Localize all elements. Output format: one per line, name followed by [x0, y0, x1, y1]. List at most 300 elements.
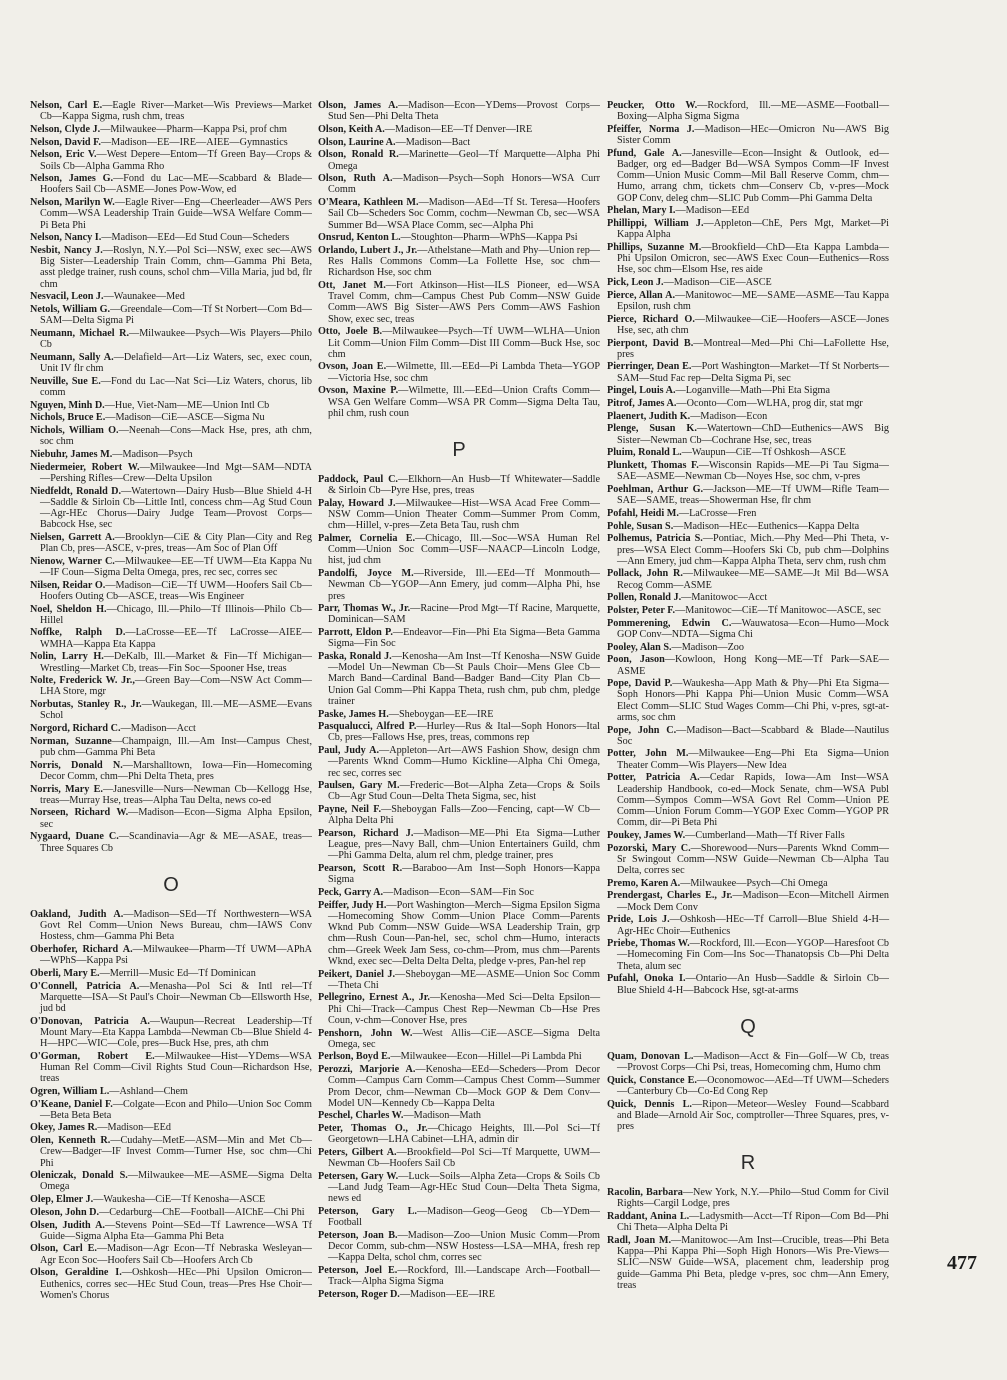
student-name: Pasqualucci, Alfred P. [318, 721, 417, 733]
student-name: Neuville, Sue E. [30, 375, 101, 387]
student-details: —Cedar Rapids, Iowa—Am Inst—WSA Leadership Handbook, co-ed—Mock Senate, chm—WSA Publ Comm—Sympos Comm—WSA Govt Rel Comm—Union PE Comm—Union Forum Comm—YGOP Exec Comm—YGOP PR Comm, dir—Pi Beta Phi [617, 772, 889, 829]
student-name: O'Donovan, Patricia A. [30, 1015, 150, 1027]
student-entry [607, 1187, 889, 1209]
student-details: —Milwaukee—Ind Mgt—SAM—NDTA—Pershing Rifles—Crew—Delta Upsilon [40, 461, 313, 484]
student-name: Nelson, David F. [30, 136, 101, 148]
student-name: Premo, Karen A. [607, 877, 681, 889]
student-name: Neumann, Michael R. [30, 327, 130, 339]
student-name: Nelson, James G. [30, 173, 114, 185]
student-name: Plaenert, Judith K. [607, 410, 691, 422]
student-details: —Kenosha—Med Sci—Delta Epsilon—Phi Chi—Track—Campus Chest Rep—Newman Cb—Hse Pres Coun, v-chm—Conover Hse, pres [328, 992, 601, 1026]
student-details: —Cedarburg—ChE—Football—AIChE—Chi Phi [99, 1206, 305, 1218]
student-name: Noel, Sheldon H. [30, 603, 107, 615]
student-entry [30, 425, 312, 447]
student-name: Pierce, Allan A. [607, 289, 676, 301]
student-details: —Brookfield—ChD—Eta Kappa Lambda—Phi Upsilon Omicron, sec—AWS Exec Coun—Euthenics—Ross Hse, soc chm—Elsom Hse, res aide [617, 241, 889, 276]
student-name: Pope, David P. [607, 678, 673, 690]
student-name: Ovson, Maxine P. [318, 385, 399, 397]
student-name: Petersen, Gary W. [318, 1170, 399, 1182]
student-name: Nichols, Bruce E. [30, 412, 106, 424]
student-details: —Eagle River—Market—Wis Previews—Market Cb—Kappa Sigma, rush chm, treas [40, 100, 313, 123]
student-details: —Stoughton—Pharm—WPhS—Kappa Psi [400, 232, 578, 244]
student-details: —Ladysmith—Acct—Tf Ripon—Com Bd—Phi Chi Theta—Alpha Delta Pi [617, 1211, 889, 1234]
student-name: Peschel, Charles W. [318, 1110, 404, 1122]
student-details: —Madison—Econ—SAM—Fin Soc [383, 887, 534, 899]
student-name: Nesbit, Nancy J. [30, 244, 103, 256]
student-details: —Sheboygan—ME—ASME—Union Soc Comm—Theta Chi [328, 968, 600, 991]
student-name: Pierpont, David B. [607, 337, 694, 349]
student-entry [318, 1051, 600, 1062]
student-name: Nelson, Marilyn W. [30, 197, 115, 209]
student-details: —Madison—EE—IRE [399, 1289, 495, 1300]
student-details: —Waukesha—CiE—Tf Kenosha—ASCE [93, 1194, 266, 1206]
student-details: —Frederic—Bot—Alpha Zeta—Crops & Soils Cb—Agr Stud Coun—Delta Theta Sigma, sec, hist [328, 780, 600, 803]
student-details: —Elkhorn—An Husb—Tf Whitewater—Saddle & Sirloin Cb—Pyre Hse, pres, treas [328, 473, 600, 497]
student-details: —Watertown—ChD—Euthenics—AWS Big Sister—Newman Cb—Cochrane Hse, sec, treas [617, 423, 889, 446]
student-details: —Waunakee—Med [103, 291, 185, 303]
student-details: —Madison—AEd—Tf St. Teresa—Hoofers Sail Cb—Scheders Soc Comm, cochm—Newman Cb, sec—WSA Summer Bd—WSA Place Comm, sec—Alpha Phi [328, 197, 600, 231]
student-details: —Merrill—Music Ed—Tf Dominican [99, 967, 256, 979]
student-name: Ovson, Joan E. [318, 361, 387, 373]
student-name: Pingel, Louis A. [607, 385, 676, 397]
student-entry [30, 376, 312, 398]
student-details: —Madison—SEd—Tf Northwestern—WSA Govt Rel Comm—Union News Bureau, chm—IAWS Conv Hostess, chm—Gamma Phi Beta [40, 908, 312, 943]
student-name: Peikert, Daniel J. [318, 968, 396, 980]
student-details: —Milwaukee—Hist—WSA Acad Free Comm—NSW Comm—Union Theater Comm—Summer Prom Comm, chm—Hillel, v-pres—Zeta Beta Tau, rush chm [328, 497, 600, 532]
student-name: Norris, Mary E. [30, 783, 103, 795]
student-details: —Cumberland—Math—Tf River Falls [685, 829, 845, 841]
student-details: —Janesville—Econ—Insight & Outlook, ed—Badger, org ed—Badger Bd—WSA Sympos Comm—IF Invest Comm—Union Music Comm—Mil Ball Reserve Comm, chm—Humo, arrang chm, tickets chm—Conserv Cb, v-pres—Mock GOP Conv, deleg chm—SLIC Pub Comm—Phi Gamma Delta [617, 147, 889, 204]
student-name: Nelson, Carl E. [30, 100, 103, 111]
student-entry [30, 1051, 312, 1085]
student-name: Onsrud, Kenton L. [318, 232, 401, 244]
student-entry [30, 412, 312, 423]
student-details: —Madison—CiE—ASCE—Sigma Nu [105, 412, 265, 424]
student-name: Peiffer, Judy H. [318, 899, 387, 911]
student-details: —Sheboygan Falls—Zoo—Fencing, capt—W Cb—Alpha Delta Phi [328, 804, 600, 827]
student-entry [607, 205, 889, 216]
student-details: —Madison—Bact [395, 136, 471, 148]
student-name: Pofahl, Heidi M. [607, 507, 679, 519]
student-entry [318, 828, 600, 862]
student-name: Norgord, Richard C. [30, 723, 121, 735]
student-details: —Luck—Soils—Alpha Zeta—Crops & Soils Cb—Land Judg Team—Agr-HEc Stud Coun—Delta Theta Sigma, news ed [328, 1170, 600, 1205]
student-details: —Oconto—Com—WLHA, prog dir, stat mgr [676, 398, 863, 410]
student-details: —Riverside, Ill.—EEd—Tf Monmouth—Newman Cb—YGOP—Ann Emery, jud comm—Alpha Phi, hse pres [328, 568, 600, 602]
student-name: Palay, Howard J. [318, 497, 396, 509]
student-details: —Watertown—Dairy Husb—Blue Shield 4-H—Saddle & Sirloin Cb—Little Intl, concess chm—Ag Stud Coun—Agr-HEc Chorus—Dairy Judge Team—Provost Corps—Babcock Hse, sec [40, 485, 313, 531]
student-details: —Madison—EEd—Ed Stud Coun—Scheders [101, 232, 290, 244]
student-name: Pearson, Richard J. [318, 828, 414, 840]
student-details: —Port Washington—Market—Tf St Norberts—SAM—Stud Fac rep—Delta Sigma Pi, sec [617, 361, 890, 384]
student-entry [30, 1207, 312, 1218]
column-1 [30, 100, 312, 1303]
student-entry [30, 173, 312, 195]
student-details: —Rockford, Ill.—Landscape Arch—Football—Track—Alpha Sigma Sigma [328, 1265, 600, 1288]
student-name: Pitrof, James A. [607, 398, 677, 410]
student-name: Okey, James R. [30, 1122, 98, 1134]
student-entry [318, 603, 600, 625]
student-name: Norseen, Richard W. [30, 807, 129, 819]
student-name: Paddock, Paul C. [318, 473, 398, 485]
student-details: —Neenah—Cons—Mack Hse, pres, ath chm, soc chm [40, 424, 312, 448]
student-name: Pollack, John R. [607, 568, 683, 580]
student-entry [607, 385, 889, 396]
student-entry [318, 1171, 600, 1205]
student-entry [318, 197, 600, 231]
student-name: Pfeiffer, Norma J. [607, 123, 695, 135]
student-entry [318, 1230, 600, 1264]
student-details: —Shorewood—Nurs—Parents Wknd Comm—Sr Swingout Comm—NSW Guide—Newman Cb—Alpha Tau Delta, corres sec [617, 842, 889, 876]
student-entry [30, 352, 312, 374]
student-entry [318, 1028, 600, 1050]
student-details: —Milwaukee—EE—Tf UWM—Eta Kappa Nu—IF Coun—Sigma Delta Omega, pres, rec sec, corres sec [40, 555, 312, 578]
student-name: Peterson, Joan B. [318, 1229, 398, 1241]
student-details: —Marshalltown, Iowa—Fin—Homecoming Decor Comm, chm—Phi Delta Theta, pres [40, 759, 313, 782]
student-details: —Eagle River—Eng—Cheerleader—AWS Pers Comm—WSA Leadership Train Guide—WSA Welfare Comm—Pi Beta Phi [40, 197, 312, 231]
student-entry [607, 398, 889, 409]
student-name: Olson, Carl E. [30, 1243, 97, 1255]
student-name: Racolin, Barbara [607, 1187, 683, 1199]
student-name: Pride, Lois J. [607, 914, 670, 926]
student-name: Phelan, Mary I. [607, 205, 676, 217]
student-details: —Madison—EEd [675, 205, 750, 217]
student-details: —Madison—Bact—Scabbard & Blade—Nautilus Soc [617, 724, 889, 747]
student-details: —Madison—CiE—Tf UWM—Hoofers Sail Cb—Hoofers Outing Cb—ASCE, treas—Wis Engineer [40, 579, 312, 602]
student-details: —Menasha—Pol Sci & Intl rel—Tf Marquette—ISA—St Paul's Choir—Newman Cb—Ellsworth Hse, jud bd [40, 980, 312, 1014]
student-entry [607, 1075, 889, 1097]
student-entry [318, 651, 600, 707]
student-entry [30, 909, 312, 943]
student-details: —Waupun—Recreat Leadership—Tf Mount Mary—Eta Kappa Lambda—Newman Cb—Blue Shield 4-H—HPC—WIC—Cole, pres—Buck Hse, pres, ath chm [40, 1015, 312, 1050]
student-entry [318, 245, 600, 279]
student-entry [30, 760, 312, 782]
student-details: —Rockford, Ill.—Econ—YGOP—Haresfoot Cb—Homecoming Fin Com—Ins Soc—Thanatopsis Cb—Phi Delta Theta, alum sec [617, 938, 889, 972]
section-letter: O [163, 873, 179, 896]
student-name: Phillippi, William J. [607, 218, 704, 230]
student-entry [30, 124, 312, 135]
student-entry [607, 748, 889, 770]
student-details: —Fond du Lac—Nat Sci—Liz Waters, chorus, lib comm [40, 375, 312, 398]
student-entry [30, 627, 312, 649]
student-details: —Wisconsin Rapids—ME—Pi Tau Sigma—SAE—ASME—Newman Cb—Noyes Hse, soc chm, v-pres [617, 460, 889, 483]
student-entry [318, 498, 600, 532]
student-details: —Milwaukee—ME—ASME—Sigma Delta Omega [40, 1170, 313, 1193]
student-details: —Madison—CiE—ASCE [663, 277, 772, 289]
student-details: —Milwaukee—Pharm—Kappa Psi, prof chm [100, 123, 287, 135]
student-entry [318, 1123, 600, 1145]
student-name: Ott, Janet M. [318, 280, 386, 292]
student-entry [318, 1289, 600, 1300]
student-name: Netols, William G. [30, 303, 111, 315]
student-details: —Marinette—Geol—Tf Marquette—Alpha Phi Omega [328, 149, 601, 172]
student-entry [30, 400, 312, 411]
student-details: —Madison—Psych [112, 448, 193, 460]
student-name: Plenge, Susan K. [607, 423, 697, 435]
student-name: Pohle, Susan S. [607, 520, 674, 532]
student-name: Pandolfi, Joyce M. [318, 568, 414, 580]
student-entry [30, 944, 312, 966]
student-entry [30, 304, 312, 326]
student-details: —Wilmette, Ill.—EEd—Pi Lambda Theta—YGOP—Victoria Hse, soc chm [328, 361, 600, 384]
student-details: —Madison—EEd [97, 1122, 171, 1134]
student-name: Norbutas, Stanley R., Jr. [30, 699, 142, 711]
student-name: Nelson, Nancy I. [30, 232, 102, 244]
student-details: —Madison—Acct [120, 723, 196, 735]
student-name: Nelson, Clyde J. [30, 123, 101, 135]
student-name: Peucker, Otto W. [607, 100, 698, 111]
student-name: Olson, Geraldine I. [30, 1267, 122, 1279]
student-entry [607, 1211, 889, 1233]
student-name: Oakland, Judith A. [30, 908, 124, 920]
student-name: Peck, Garry A. [318, 887, 384, 899]
student-entry [30, 486, 312, 531]
student-name: Olen, Kenneth R. [30, 1135, 111, 1147]
student-details: —Appleton—Art—AWS Fashion Show, design chm—Parents Wknd Comm—Humo Kickline—Alpha Chi Omega, rec sec, corres sec [328, 745, 600, 779]
student-details: —Montreal—Med—Phi Chi—LaFollette Hse, pres [617, 337, 889, 360]
student-details: —Madison—Geog—Geog Cb—YDem—Football [328, 1206, 600, 1229]
student-details: —Milwaukee—ME—SAME—Jt Mil Bd—WSA Recog Comm—ASME [617, 568, 889, 591]
student-details: —Milwaukee—Econ—Hillel—Pi Lambda Phi [390, 1051, 582, 1063]
student-details: —Waukegan, Ill.—ME—ASME—Evans Schol [40, 699, 312, 722]
student-entry [607, 148, 889, 204]
student-entry [318, 992, 600, 1026]
student-name: Olson, Ronald R. [318, 149, 399, 161]
student-entry [607, 1235, 889, 1291]
student-details: —Waukesha—App Math & Phy—Phi Eta Sigma—Soph Honors—Phi Kappa Phi—Union Music Comm—WSA Elect Comm—SLIC Stud Wages Comm—Chi Phi, v-pres, sgt-at-arms, soc chm [617, 678, 889, 723]
student-details: —Madison—Psych—Soph Honors—WSA Curr Comm [328, 173, 600, 196]
student-name: Pellegrino, Ernest A., Jr. [318, 992, 430, 1004]
student-entry [607, 361, 889, 383]
student-entry [607, 878, 889, 889]
student-name: Norris, Donald N. [30, 759, 123, 771]
student-details: —Milwaukee—Psych—Tf UWM—WLHA—Union Lit Comm—Union Film Comm—Dist III Comm—Buck Hse, soc chm [328, 326, 600, 360]
student-name: Pierringer, Dean E. [607, 361, 692, 373]
student-details: —Wauwatosa—Econ—Humo—Mock GOP Conv—NDTA—Sigma Chi [617, 617, 889, 640]
section-letter: R [740, 1152, 756, 1175]
student-entry [607, 277, 889, 288]
student-name: Oberhofer, Richard A. [30, 943, 133, 955]
student-entry [318, 474, 600, 496]
student-name: Nichols, William O. [30, 424, 119, 436]
student-details: —West Depere—Entom—Tf Green Bay—Crops & Soils Cb—Alpha Gamma Rho [40, 149, 312, 172]
student-details: —LaCrosse—EE—Tf LaCrosse—AIEE—WMHA—Kappa Eta Kappa [40, 627, 312, 650]
student-details: —Hurley—Rus & Ital—Soph Honors—Ital Cb, pres—Fallows Hse, pres, treas, commons rep [328, 721, 600, 744]
student-entry [607, 447, 889, 458]
student-entry [30, 1170, 312, 1192]
student-entry [607, 830, 889, 841]
student-entry [607, 973, 889, 995]
student-name: Payne, Neil F. [318, 804, 382, 816]
student-details: —Milwaukee—Pharm—Tf UWM—APhA—WPhS—Kappa Psi [40, 943, 313, 967]
student-entry [318, 887, 600, 898]
student-entry [318, 149, 600, 171]
student-details: —Fort Atkinson—Hist—ILS Pioneer, ed—WSA Travel Comm, chm—Campus Chest Pub Comm—NSW Guide Comm—AWS Big Sister—AWS Pers Comm—AWS Fashion Show, exec sec, treas [328, 280, 600, 325]
student-name: Nelson, Eric V. [30, 149, 97, 161]
student-details: —Delafield—Art—Liz Waters, sec, exec coun, Unit IV flr chm [40, 351, 312, 374]
column-3 [607, 100, 889, 1292]
student-details: —Manitowoc—Acct [681, 592, 768, 604]
student-entry [318, 533, 600, 567]
student-entry [318, 1147, 600, 1169]
student-name: O'Keane, Daniel F. [30, 1098, 113, 1110]
student-entry [30, 556, 312, 578]
student-name: Peterson, Joel E. [318, 1265, 398, 1277]
student-details: —Scandinavia—Agr & ME—ASAE, treas—Three Squares Cb [40, 831, 312, 854]
student-name: O'Gorman, Robert E. [30, 1050, 155, 1062]
student-details: —Champaign, Ill.—Am Inst—Campus Chest, pub chm—Gamma Phi Beta [40, 735, 312, 758]
student-name: Pearson, Scott R. [318, 863, 403, 875]
student-entry [607, 605, 889, 616]
student-details: —Milwaukee—Eng—Phi Eta Sigma—Union Theater Comm—Wis Players—New Idea [617, 748, 889, 771]
student-details: —New York, N.Y.—Philo—Stud Comm for Civil Rights—Cargil Lodge, pres [617, 1187, 889, 1210]
student-name: Niebuhr, James M. [30, 448, 113, 460]
student-entry [30, 981, 312, 1015]
student-name: Parr, Thomas W., Jr. [318, 603, 411, 615]
student-entry [318, 326, 600, 360]
student-name: Olson, Laurine A. [318, 136, 396, 148]
student-entry [318, 721, 600, 743]
student-name: Pooley, Alan S. [607, 641, 672, 653]
student-entry [318, 1064, 600, 1109]
student-name: Peters, Gilbert A. [318, 1147, 397, 1159]
student-entry [607, 521, 889, 532]
student-entry [607, 772, 889, 828]
student-entry [607, 218, 889, 240]
student-name: Pluim, Ronald L. [607, 447, 682, 459]
student-name: Potter, Patricia A. [607, 772, 700, 784]
student-details: —Oshkosh—HEc—Phi Upsilon Omicron—Euthenics, corres sec—HEc Stud Coun, treas—Pres Hse Choir—Women's Chorus [40, 1267, 312, 1301]
student-details: —Ontario—An Husb—Saddle & Sirloin Cb—Blue Shield 4-H—Babcock Hse, sgt-at-arms [617, 973, 889, 996]
student-entry [30, 197, 312, 231]
student-entry [607, 678, 889, 723]
student-entry [607, 124, 889, 146]
student-name: Pozorski, Mary C. [607, 842, 691, 854]
student-details: —Madison—Math [403, 1110, 482, 1122]
page-number: 477 [947, 1252, 977, 1274]
student-entry [607, 725, 889, 747]
section-letter: Q [740, 1015, 756, 1038]
student-name: Perozzi, Marjorie A. [318, 1064, 416, 1076]
student-details: —Appleton—ChE, Pers Mgt, Market—Pi Kappa Alpha [617, 218, 890, 241]
student-name: Nolte, Frederick W. Jr., [30, 675, 135, 687]
student-entry [30, 1194, 312, 1205]
student-details: —Madison—ME—Phi Eta Sigma—Luther League, pres—Navy Ball, chm—Union Entertainers Guild, chm—Phi Gamma Delta, alum rel chm, pledge trainer, pres [328, 828, 600, 862]
student-name: Palmer, Cornelia E. [318, 533, 416, 544]
student-entry [607, 484, 889, 506]
student-details: —Roslyn, N.Y.—Pol Sci—NSW, exec sec—AWS Big Sister—Leadership Train Comm, chm—Gamma Phi Beta, asst pledge trainer, rush couns, schol chm—Villa Maria, jud bd, flr chm [40, 244, 312, 290]
student-details: —Madison—Econ—Mitchell Airmen—Mock Dem Conv [617, 890, 889, 913]
student-name: Nienow, Warner C. [30, 555, 115, 567]
student-entry [607, 843, 889, 877]
student-name: Paul, Judy A. [318, 745, 380, 757]
student-entry [607, 460, 889, 482]
student-name: Nolin, Larry H. [30, 651, 104, 663]
student-name: Quick, Constance E. [607, 1074, 697, 1086]
student-entry [318, 1265, 600, 1287]
student-entry [318, 627, 600, 649]
student-entry [318, 804, 600, 826]
student-details: —Chicago, Ill.—Soc—WSA Human Rel Comm—Union Soc Comm—USF—NAACP—Lincoln Lodge, hist, jud chm [328, 533, 601, 567]
student-details: —Waupun—CiE—Tf Oshkosh—ASCE [681, 447, 846, 459]
student-entry [607, 568, 889, 590]
student-details: —DeKalb, Ill.—Market & Fin—Tf Michigan—Wrestling—Market Cb, treas—Fin Soc—Spooner Hse, treas [40, 651, 312, 674]
student-details: —Fond du Lac—ME—Scabbard & Blade—Hoofers Sail Cb—ASME—Jones Pow-Wow, ed [40, 173, 312, 196]
student-entry [30, 651, 312, 673]
student-name: Pick, Leon J. [607, 277, 664, 289]
student-details: —Colgate—Econ and Philo—Union Soc Comm—Beta Beta Beta [40, 1098, 312, 1121]
student-name: O'Meara, Kathleen M. [318, 197, 419, 209]
student-details: —Madison—EE—Tf Denver—IRE [384, 123, 533, 135]
student-name: Niedfeldt, Ronald D. [30, 485, 122, 497]
student-name: Nygaard, Duane C. [30, 831, 119, 843]
student-entry [607, 411, 889, 422]
section-letter: P [452, 438, 466, 461]
student-entry [30, 736, 312, 758]
student-name: Poon, Jason [607, 654, 665, 666]
student-details: —Madison—Econ [690, 410, 768, 422]
student-name: Nesvacil, Leon J. [30, 291, 104, 303]
student-name: Poehlman, Arthur G. [607, 484, 704, 495]
student-details: —Madison—Econ—YDems—Provost Corps—Stud Sen—Phi Delta Theta [328, 100, 600, 123]
student-details: —Madison—Agr Econ—Tf Nebraska Wesleyan—Agr Econ Soc—Hoofers Sail Cb—Hoofers Arch Cb [40, 1243, 312, 1266]
student-entry [30, 1099, 312, 1121]
student-entry [607, 100, 889, 122]
student-entry [607, 508, 889, 519]
student-details: —Jackson—ME—Tf UWM—Rifle Team—SAE—SAME, treas—Showerman Hse, flr chm [617, 484, 889, 507]
student-name: Prendergast, Charles E., Jr. [607, 890, 733, 902]
student-details: —Milwaukee—Psych—Wis Players—Philo Cb [40, 327, 312, 351]
student-entry [607, 1099, 889, 1133]
student-entry [30, 232, 312, 243]
student-name: Parrott, Eldon P. [318, 627, 393, 639]
student-details: —Baraboo—Am Inst—Soph Honors—Kappa Sigma [328, 863, 600, 886]
student-details: —LaCrosse—Fren [678, 507, 757, 519]
student-entry [30, 245, 312, 290]
student-details: —Green Bay—Com—NSW Act Comm—LHA Store, mgr [40, 675, 312, 698]
student-name: Paska, Ronald J. [318, 651, 392, 663]
student-details: —Madison—Acct & Fin—Golf—W Cb, treas—Provost Corps—Chi Psi, treas, Homecoming chm, Humo chm [617, 1050, 889, 1073]
student-entry [318, 232, 600, 243]
student-name: Nguyen, Minh D. [30, 399, 105, 411]
student-entry [30, 1243, 312, 1265]
student-details: —Chicago, Ill.—Philo—Tf Illinois—Philo Cb—Hillel [40, 603, 313, 626]
student-details: —Madison—Zoo—Union Music Comm—Prom Decor Comm, sub-chm—NSW Hostess—LSA—MHA, fresh rep—Kappa Delta, schol chm, corres sec [328, 1229, 600, 1264]
student-name: Orlando, Lubert J., Jr. [318, 244, 418, 256]
student-name: Pfund, Gale A. [607, 147, 682, 159]
student-name: Olep, Elmer J. [30, 1194, 94, 1206]
student-details: —Milwaukee—CiE—Hoofers—ASCE—Jones Hse, sec, ath chm [617, 313, 889, 336]
student-entry [30, 580, 312, 602]
student-entry [318, 100, 600, 122]
student-entry [318, 1206, 600, 1228]
student-entry [30, 604, 312, 626]
student-name: Radl, Joan M. [607, 1234, 672, 1246]
student-entry [30, 699, 312, 721]
column-2 [318, 100, 600, 1302]
student-details: —Loganville—Math—Phi Eta Sigma [675, 385, 830, 397]
student-details: —Oconomowoc—AEd—Tf UWM—Scheders—Canterbury Cb—Co-Ed Cong Rep [617, 1074, 889, 1097]
student-name: Quick, Dennis L. [607, 1098, 692, 1110]
student-details: —Kenosha—EEd—Scheders—Prom Decor Comm—Campus Carn Comm—Campus Chest Comm—Summer Prom Decor, chm—Newman Cb—Mock GOP & Dem Conv—Model UN—Kennedy Cb—Kappa Delta [328, 1064, 600, 1109]
student-entry [318, 969, 600, 991]
student-details: —Milwaukee—Hist—YDems—WSA Human Rel Comm—Civil Rights Stud Coun—Richardson Hse, treas [40, 1050, 312, 1085]
student-name: Oleniczak, Donald S. [30, 1170, 128, 1182]
student-entry [318, 124, 600, 135]
student-entry [607, 1051, 889, 1073]
student-entry [318, 280, 600, 325]
student-details: —Pontiac, Mich.—Phy Med—Phi Theta, v-pres—WSA Elect Comm—Hoofers Ski Cb, pub chm—Dolphins—Ann Emery, jud chm—Kappa Alpha Theta, serv chm, rush chm [617, 533, 890, 567]
